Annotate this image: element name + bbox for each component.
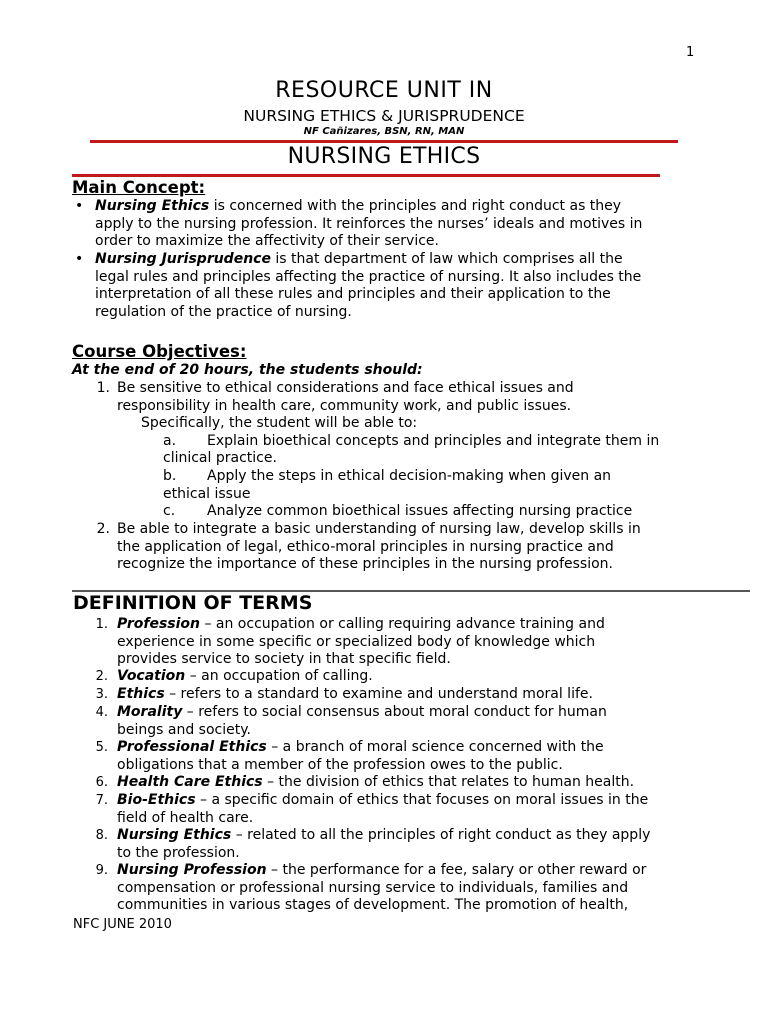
definition-number: 2. bbox=[95, 669, 108, 684]
definitions-heading: DEFINITION OF TERMS bbox=[73, 592, 313, 614]
definition-term: Nursing Ethics bbox=[117, 827, 232, 843]
definition-number: 9. bbox=[95, 863, 108, 878]
definition-item: Bio-Ethics – a specific domain of ethics that focuses on moral issues in the field of health care. bbox=[117, 792, 649, 826]
footer-text: NFC JUNE 2010 bbox=[73, 917, 172, 932]
definition-term: Morality bbox=[117, 704, 183, 720]
doc-title: RESOURCE UNIT IN bbox=[275, 78, 493, 103]
sub-label: c. bbox=[163, 503, 176, 519]
main-concept-heading: Main Concept: bbox=[72, 178, 206, 197]
definition-term: Health Care Ethics bbox=[117, 774, 263, 790]
definition-number: 8. bbox=[95, 828, 108, 843]
definition-item: Professional Ethics – a branch of moral science concerned with the obligations that a member of the profession owes to the public. bbox=[117, 739, 604, 773]
sub-label: b. bbox=[163, 468, 177, 484]
bullet-term: Nursing Jurisprudence bbox=[95, 251, 271, 267]
bullet-term: Nursing Ethics bbox=[95, 198, 210, 214]
objective-item: Be sensitive to ethical considerations and face ethical issues and responsibility in health care, community work, and public issues. bbox=[117, 380, 574, 414]
definition-term: Ethics bbox=[117, 686, 165, 702]
objectives-intro: At the end of 20 hours, the students should: bbox=[72, 362, 423, 378]
doc-subtitle: NURSING ETHICS & JURISPRUDENCE bbox=[243, 107, 525, 125]
definition-term: Vocation bbox=[117, 668, 186, 684]
definition-term: Nursing Profession bbox=[117, 862, 267, 878]
course-objectives-heading: Course Objectives: bbox=[72, 342, 247, 361]
sub-label: a. bbox=[163, 433, 177, 449]
definition-number: 4. bbox=[95, 705, 108, 720]
definition-number: 3. bbox=[95, 687, 108, 702]
definition-number: 1. bbox=[95, 617, 108, 632]
definition-item: Health Care Ethics – the division of ethics that relates to human health. bbox=[117, 774, 635, 790]
definition-item: Nursing Profession – the performance for a fee, salary or other reward or compensation or professional nursing service to individuals, families and communities in various stages of development. The promotion of health, bbox=[117, 862, 647, 913]
definition-item: Ethics – refers to a standard to examine and understand moral life. bbox=[117, 686, 593, 702]
objective-item: Be able to integrate a basic understanding of nursing law, develop skills in the application of legal, ethico-moral principles in nursing practice and recognize the importance of these principles in the nursing profession. bbox=[117, 521, 641, 572]
definition-number: 7. bbox=[95, 793, 108, 808]
list-number: 1. bbox=[96, 380, 110, 396]
objectives-specifically: Specifically, the student will be able to: bbox=[141, 415, 418, 431]
definition-number: 6. bbox=[95, 775, 108, 790]
section-title: NURSING ETHICS bbox=[287, 144, 481, 169]
sub-item-line: ethical issue bbox=[163, 486, 251, 502]
definition-item: Nursing Ethics – related to all the principles of right conduct as they apply to the profession. bbox=[117, 827, 651, 861]
definition-item: Vocation – an occupation of calling. bbox=[117, 668, 373, 684]
title-divider bbox=[90, 140, 678, 143]
definition-number: 5. bbox=[95, 740, 108, 755]
sub-item-line: Apply the steps in ethical decision-making when given an bbox=[207, 468, 612, 484]
bullet-dot: • bbox=[75, 198, 84, 214]
page-number: 1 bbox=[686, 45, 695, 60]
section-divider bbox=[72, 174, 660, 177]
sub-item-line: Explain bioethical concepts and principles and integrate them in bbox=[207, 433, 660, 449]
main-concept-bullet: Nursing Jurisprudence is that department of law which comprises all the legal rules and principles affecting the practice of nursing. It also includes the interpretation of all these rules and principles and their application to the regulation of the practice of nursing. bbox=[95, 251, 642, 320]
main-concept-bullet: Nursing Ethics is concerned with the principles and right conduct as they apply to the nursing profession. It reinforces the nurses’ ideals and motives in order to maximize the affectivity of their service. bbox=[95, 198, 643, 249]
definition-term: Bio-Ethics bbox=[117, 792, 196, 808]
sub-item-line: Analyze common bioethical issues affecting nursing practice bbox=[207, 503, 633, 519]
list-number: 2. bbox=[96, 521, 110, 537]
doc-author: NF Cañizares, BSN, RN, MAN bbox=[303, 126, 465, 137]
definition-term: Professional Ethics bbox=[117, 739, 267, 755]
definition-item: Profession – an occupation or calling requiring advance training and experience in some specific or specialized body of knowledge which provides service to society in that specific field. bbox=[117, 616, 605, 667]
sub-item-line: clinical practice. bbox=[163, 450, 277, 466]
definition-term: Profession bbox=[117, 616, 200, 632]
bullet-dot: • bbox=[75, 251, 84, 267]
definition-item: Morality – refers to social consensus about moral conduct for human beings and society. bbox=[117, 704, 607, 738]
